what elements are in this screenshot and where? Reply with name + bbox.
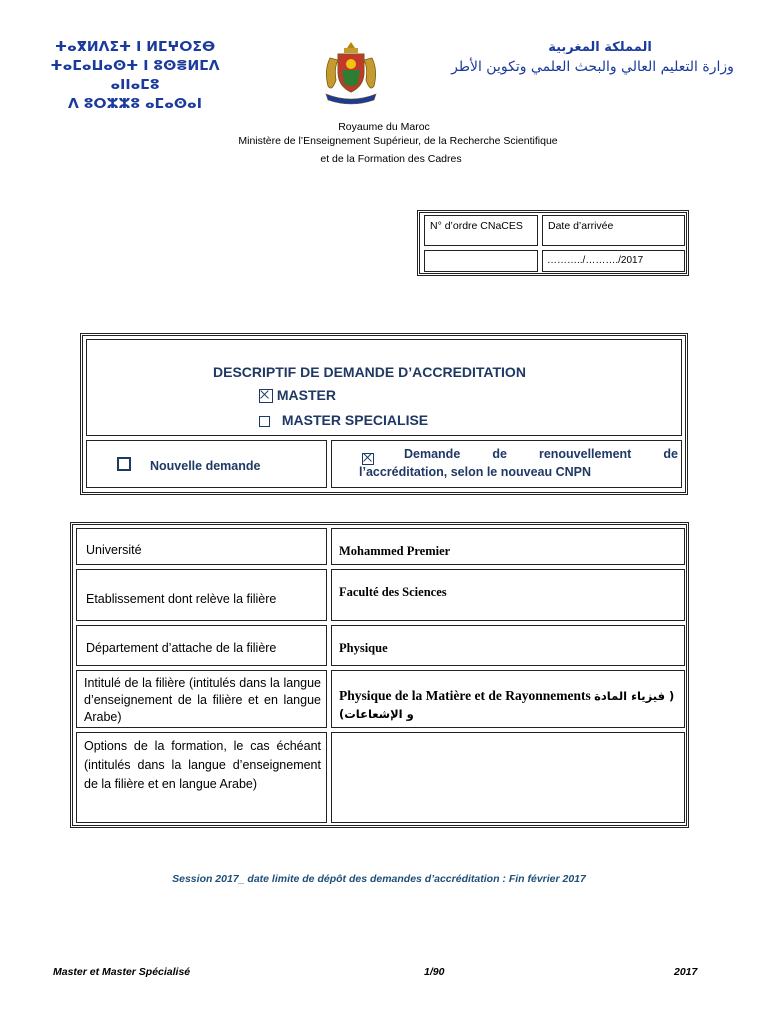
- arabic-ministry-title: وزارة التعليم العالي والبحث العلمي وتكوين الأطر: [451, 59, 734, 75]
- order-label: N° d’ordre CNaCES: [430, 220, 523, 232]
- footer-page-number: 1/90: [424, 966, 445, 978]
- footer-year: 2017: [674, 966, 698, 978]
- tifinagh-line-3: ⴷ ⵓⵔⵣⵣⵓ ⴰⵎⴰⵙⴰⵏ: [68, 96, 202, 112]
- renouvellement-line-1: Demande de renouvellement de: [404, 447, 678, 461]
- table-row-label: [76, 732, 327, 823]
- universite-value: Mohammed Premier: [339, 544, 451, 558]
- table-row-label: [76, 670, 327, 728]
- table-row-value[interactable]: [331, 732, 685, 823]
- coat-of-arms-emblem: [318, 40, 384, 108]
- date-label: Date d’arrivée: [548, 220, 614, 232]
- table-row-value[interactable]: [331, 569, 685, 621]
- intitule-value-wrap: [332, 683, 686, 727]
- tifinagh-line-1: ⵜⴰⴳⵍⴷⵉⵜ ⵏ ⵍⵎⵖⵔⵉⴱ: [54, 39, 216, 55]
- options-value: [332, 741, 346, 749]
- tifinagh-line-2: ⵜⴰⵎⴰⵡⴰⵙⵜ ⵏ ⵓⵙⴻⵍⵎⴷ ⴰⵏⵏⴰⵎⵓ: [50, 58, 220, 93]
- nouvelle-demande-checkbox[interactable]: [117, 457, 131, 471]
- royaume-text: Royaume du Maroc: [338, 121, 430, 133]
- nouvelle-demande-cell: [86, 440, 327, 488]
- table-row-label: [76, 569, 327, 621]
- descriptif-box: [80, 333, 688, 495]
- footer-left: Master et Master Spécialisé: [53, 966, 191, 978]
- ministere-line-1: Ministère de l’Enseignement Supérieur, de la Recherche Scientifique: [238, 135, 558, 147]
- departement-value: Physique: [339, 641, 388, 655]
- etablissement-label: Etablissement dont relève la filière: [86, 592, 277, 606]
- nouvelle-demande-label: Nouvelle demande: [150, 459, 261, 473]
- date-label-cell: [542, 215, 685, 246]
- etablissement-value: Faculté des Sciences: [339, 585, 447, 599]
- intitule-value-arabic: ( فيزياء المادة و الإشعاعات): [339, 689, 675, 721]
- options-label: Options de la formation, le cas échéant (intitulés dans la langue d’enseignement de la filière et en langue Arabe): [84, 739, 321, 791]
- tifinagh-header: [40, 38, 230, 114]
- master-label: MASTER: [276, 387, 337, 403]
- master-specialise-checkbox[interactable]: [259, 416, 270, 427]
- renouvellement-checkbox[interactable]: [362, 453, 374, 465]
- master-specialise-label: MASTER SPECIALISE: [281, 412, 429, 428]
- arabic-kingdom-title: المملكة المغربية: [548, 40, 652, 55]
- intitule-label: Intitulé de la filière (intitulés dans la langue d’enseignement de la filière et en langue Arabe): [84, 676, 321, 724]
- info-table: [70, 522, 689, 828]
- table-row-label: [76, 528, 327, 565]
- master-checkbox[interactable]: [259, 389, 273, 403]
- date-value: ………../………./2017: [547, 255, 644, 266]
- master-specialise-option[interactable]: [259, 412, 428, 428]
- ministere-line-2: et de la Formation des Cadres: [320, 153, 462, 165]
- descriptif-header-cell: [86, 339, 682, 436]
- table-row-label: [76, 625, 327, 666]
- renouvellement-cell: [331, 440, 682, 488]
- universite-label: Université: [86, 543, 142, 557]
- master-option[interactable]: [259, 387, 336, 403]
- table-row-value[interactable]: [331, 528, 685, 565]
- renouvellement-line-2: l’accréditation, selon le nouveau CNPN: [359, 465, 592, 479]
- order-label-cell: [424, 215, 538, 246]
- descriptif-title: DESCRIPTIF DE DEMANDE D’ACCREDITATION: [213, 364, 526, 380]
- intitule-value: Physique de la Matière et de Rayonnements: [339, 688, 591, 703]
- cnaces-box: [417, 210, 689, 276]
- date-value-cell[interactable]: [542, 250, 685, 272]
- order-value-cell[interactable]: [424, 250, 538, 272]
- table-row-value[interactable]: [331, 625, 685, 666]
- departement-label: Département d’attache de la filière: [86, 641, 277, 655]
- table-row-value[interactable]: [331, 670, 685, 728]
- session-note: Session 2017_ date limite de dépôt des demandes d’accréditation : Fin février 2017: [172, 873, 586, 885]
